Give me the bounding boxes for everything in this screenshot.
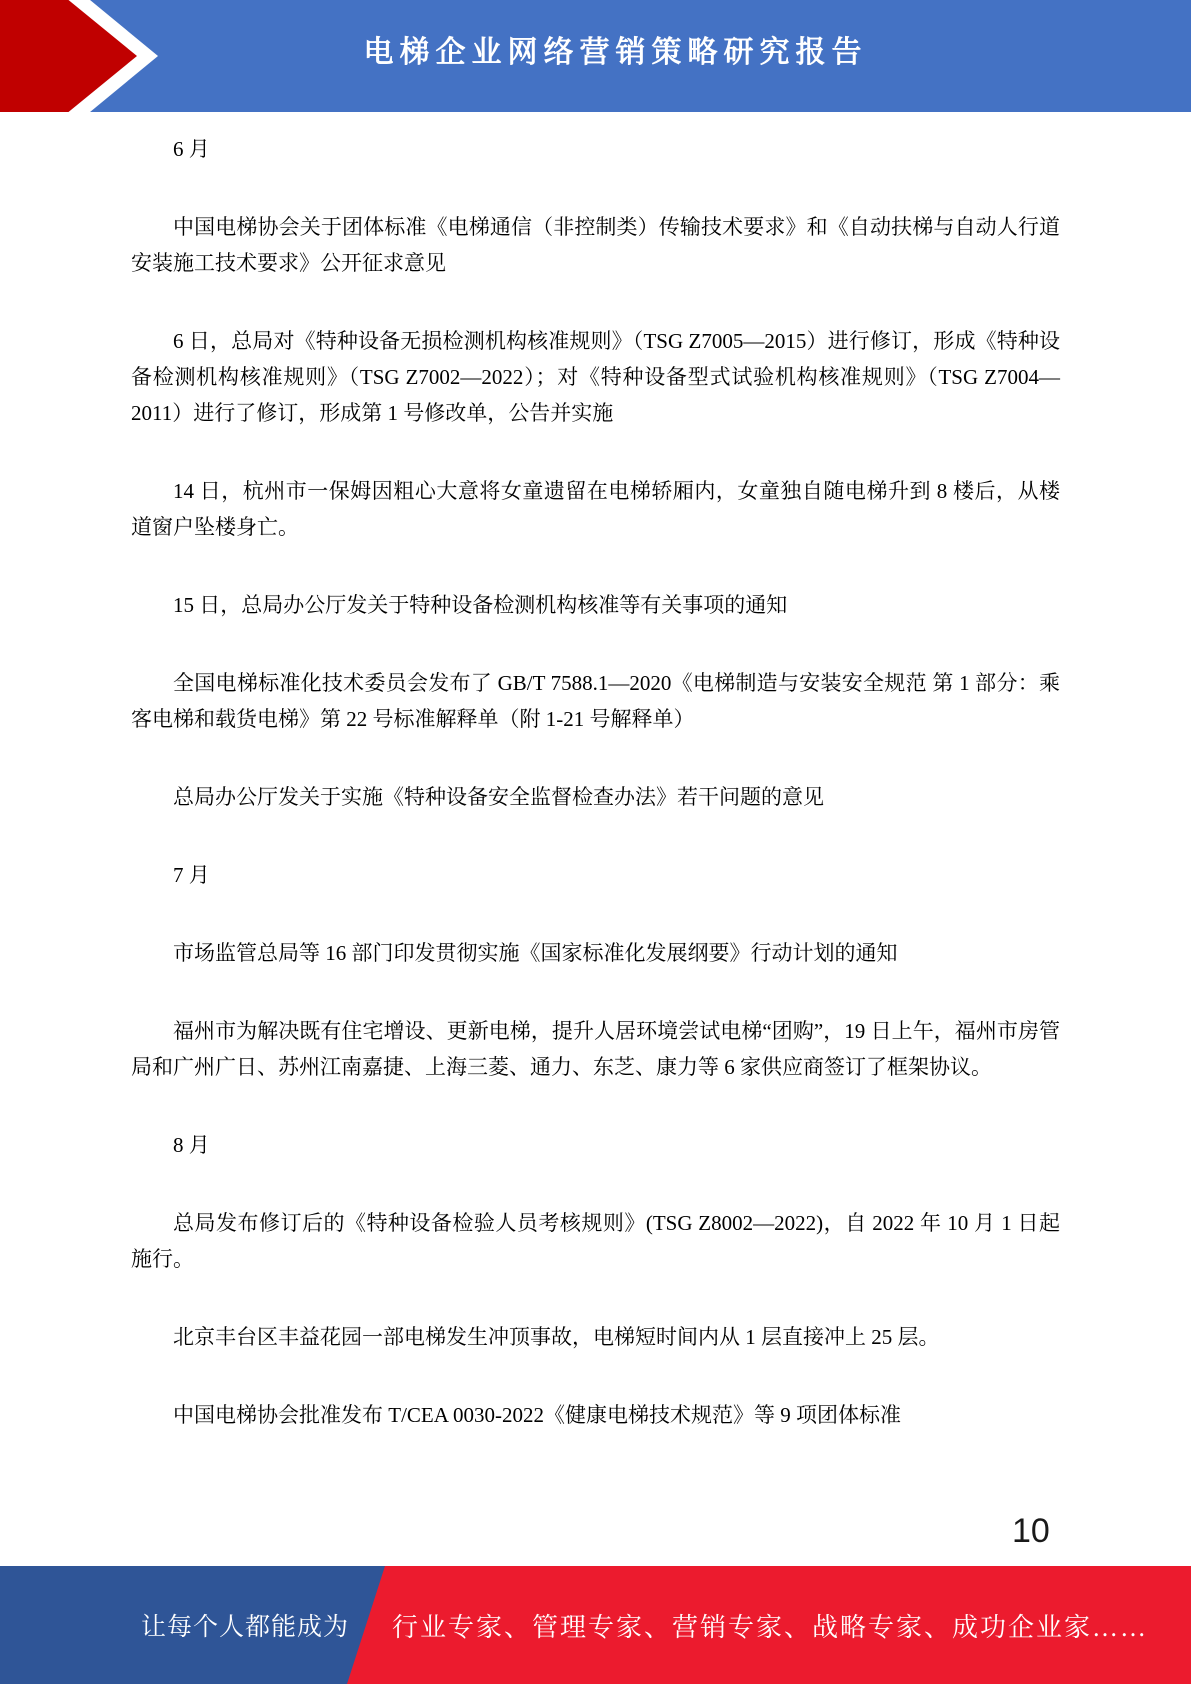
paragraph: 总局办公厅发关于实施《特种设备安全监督检查办法》若干问题的意见 [173, 785, 824, 809]
paragraph: 全国电梯标准化技术委员会发布了 GB/T 7588.1—2020《电梯制造与安装安全规范 第 1 部分：乘客电梯和载货电梯》第 22 号标准解释单（附 1-21 号解释单） [131, 671, 1060, 731]
paragraph: 北京丰台区丰益花园一部电梯发生冲顶事故，电梯短时间内从 1 层直接冲上 25 层。 [173, 1325, 940, 1349]
header-title-wrap [40, 0, 1191, 98]
paragraph: 市场监管总局等 16 部门印发贯彻实施《国家标准化发展纲要》行动计划的通知 [173, 941, 898, 965]
document-body [0, 112, 1191, 1433]
page-footer [0, 1566, 1191, 1684]
paragraph: 6 日，总局对《特种设备无损检测机构核准规则》（TSG Z7005—2015）进行修订，形成《特种设备检测机构核准规则》（TSG Z7002—2022）；对《特种设备型式试验机构核准规则》（TSG Z7004—2011）进行了修订，形成第 1 号修改单，公告并实施 [131, 329, 1060, 425]
paragraph: 6 月 [173, 137, 210, 161]
paragraph: 福州市为解决既有住宅增设、更新电梯，提升人居环境尝试电梯“团购”，19 日上午，福州市房管局和广州广日、苏州江南嘉捷、上海三菱、通力、东芝、康力等 6 家供应商签订了框架协议。 [131, 1019, 1060, 1079]
page-number: 10 [1012, 1512, 1050, 1550]
page-header [0, 0, 1191, 112]
paragraph: 总局发布修订后的《特种设备检验人员考核规则》(TSG Z8002—2022)，自 2022 年 10 月 1 日起施行。 [131, 1211, 1060, 1271]
paragraph: 中国电梯协会批准发布 T/CEA 0030-2022《健康电梯技术规范》等 9 项团体标准 [173, 1403, 901, 1427]
paragraph: 8 月 [173, 1133, 210, 1157]
footer-slogan-left: 让每个人都能成为 [140, 1614, 349, 1641]
footer-slogan-right: 行业专家、管理专家、营销专家、战略专家、成功企业家…… [392, 1612, 1149, 1642]
paragraph: 14 日，杭州市一保姆因粗心大意将女童遗留在电梯轿厢内，女童独自随电梯升到 8 楼后，从楼道窗户坠楼身亡。 [131, 479, 1060, 539]
paragraph: 7 月 [173, 863, 210, 887]
paragraph: 15 日，总局办公厅发关于特种设备检测机构核准等有关事项的通知 [173, 593, 788, 617]
page-title: 电梯企业网络营销策略研究报告 [363, 36, 868, 69]
paragraph: 中国电梯协会关于团体标准《电梯通信（非控制类）传输技术要求》和《自动扶梯与自动人行道安装施工技术要求》公开征求意见 [131, 215, 1060, 275]
